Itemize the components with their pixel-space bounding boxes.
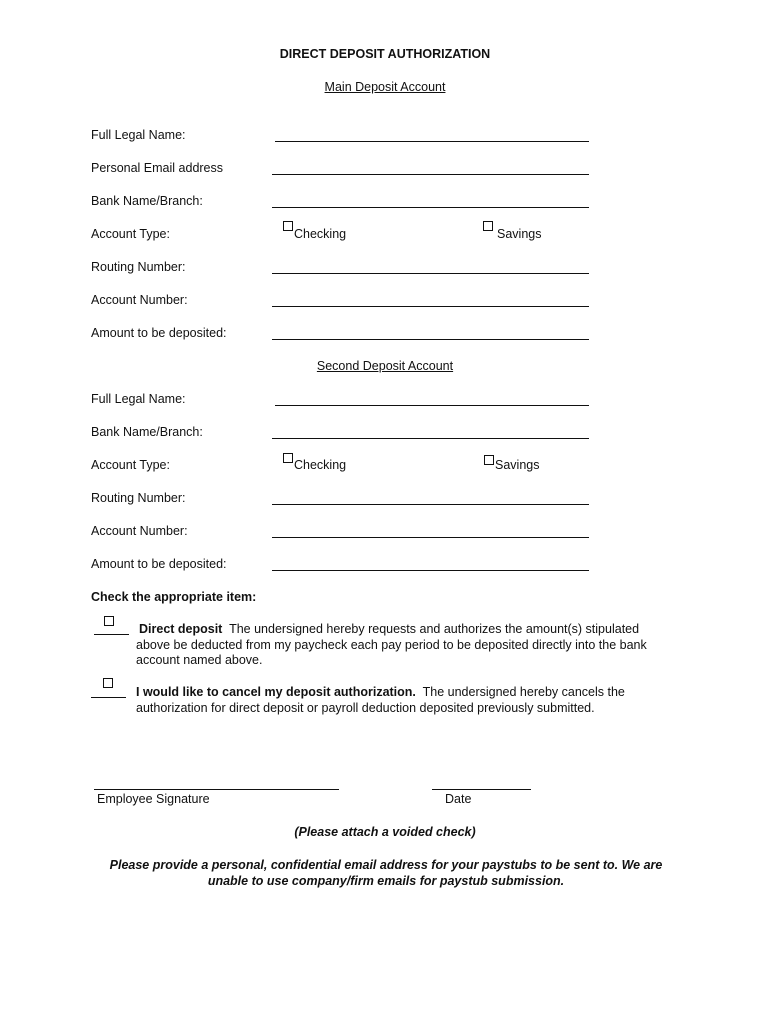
second-savings-checkbox[interactable] [484, 455, 494, 465]
options-heading: Check the appropriate item: [91, 590, 257, 604]
main-checking-checkbox[interactable] [283, 221, 293, 231]
second-full-name-label: Full Legal Name: [91, 392, 186, 406]
second-amount-field[interactable] [272, 570, 589, 571]
voided-check-note: (Please attach a voided check) [294, 825, 476, 839]
main-savings-option[interactable] [483, 221, 541, 241]
cancel-authorization-checkbox[interactable] [103, 678, 113, 688]
second-savings-option[interactable] [484, 455, 539, 472]
main-email-label: Personal Email address [91, 161, 224, 175]
main-email-field[interactable] [272, 174, 589, 175]
direct-deposit-checkbox[interactable] [104, 616, 114, 626]
direct-deposit-blank-line[interactable] [94, 634, 129, 635]
date-field[interactable] [432, 789, 531, 790]
second-deposit-heading: Second Deposit Account [316, 359, 454, 373]
main-account-number-field[interactable] [272, 306, 589, 307]
second-savings-label: Savings [495, 458, 540, 472]
second-routing-label: Routing Number: [91, 491, 186, 505]
second-full-name-field[interactable] [275, 405, 589, 406]
main-checking-option[interactable] [283, 221, 346, 241]
form-title: DIRECT DEPOSIT AUTHORIZATION [279, 47, 491, 61]
main-account-type-label: Account Type: [91, 227, 170, 241]
date-label: Date [445, 792, 472, 806]
employee-signature-field[interactable] [94, 789, 339, 790]
second-account-type-label: Account Type: [91, 458, 170, 472]
main-bank-label: Bank Name/Branch: [91, 194, 203, 208]
second-account-number-label: Account Number: [91, 524, 188, 538]
cancel-authorization-title: I would like to cancel my deposit authorization. [136, 685, 416, 699]
second-bank-label: Bank Name/Branch: [91, 425, 203, 439]
main-amount-field[interactable] [272, 339, 589, 340]
main-bank-field[interactable] [272, 207, 589, 208]
direct-deposit-paragraph [136, 622, 666, 669]
main-full-name-label: Full Legal Name: [91, 128, 186, 142]
main-amount-label: Amount to be deposited: [91, 326, 227, 340]
main-routing-label: Routing Number: [91, 260, 186, 274]
second-amount-label: Amount to be deposited: [91, 557, 227, 571]
cancel-authorization-paragraph [136, 685, 646, 716]
second-bank-field[interactable] [272, 438, 589, 439]
direct-deposit-text: The undersigned hereby requests and authorizes the amount(s) stipulated above be deducted from my paycheck each pay period to be deposited directly into the bank account named above. [136, 622, 647, 667]
main-savings-checkbox[interactable] [483, 221, 493, 231]
second-checking-checkbox[interactable] [283, 453, 293, 463]
employee-signature-label: Employee Signature [97, 792, 210, 806]
cancel-authorization-blank-line[interactable] [91, 697, 126, 698]
cancel-authorization-text: The undersigned hereby cancels the authorization for direct deposit or payroll deduction deposited previously submitted. [136, 685, 625, 715]
second-checking-label: Checking [294, 458, 347, 472]
main-checking-label: Checking [294, 227, 347, 241]
main-deposit-heading: Main Deposit Account [324, 80, 446, 94]
second-checking-option[interactable] [283, 453, 346, 472]
email-note: Please provide a personal, confidential email address for your paystubs to be sent to. We are unable to use company/firm emails for paystub submission. [109, 858, 663, 888]
main-savings-label: Savings [497, 227, 542, 241]
direct-deposit-title: Direct deposit [139, 622, 223, 636]
main-account-number-label: Account Number: [91, 293, 188, 307]
second-account-number-field[interactable] [272, 537, 589, 538]
main-routing-field[interactable] [272, 273, 589, 274]
second-routing-field[interactable] [272, 504, 589, 505]
main-full-name-field[interactable] [275, 141, 589, 142]
